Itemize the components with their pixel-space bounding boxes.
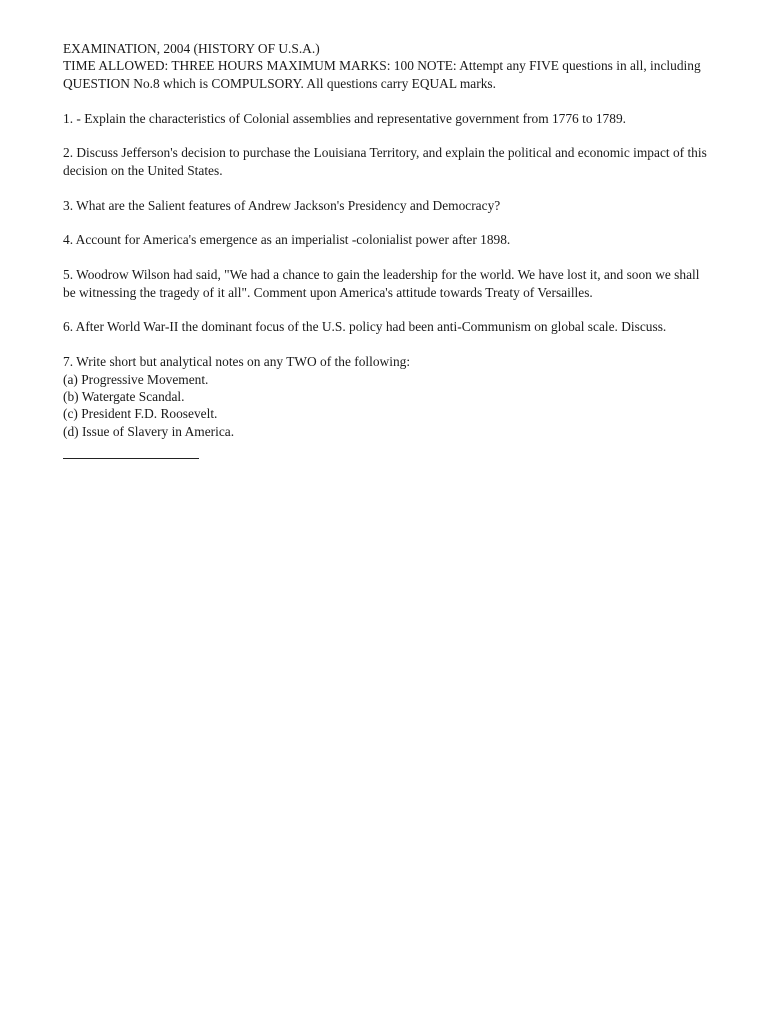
exam-header (63, 40, 708, 92)
exam-heading: EXAMINATION, 2004 (HISTORY OF U.S.A.) (63, 41, 320, 56)
exam-document (63, 40, 708, 459)
question-5: 5. Woodrow Wilson had said, "We had a chance to gain the leadership for the world. We have lost it, and soon we shall be witnessing the tragedy of it all". Comment upon America's attitude towards Treaty of Versailles. (63, 267, 700, 300)
question-7 (63, 353, 708, 440)
question-1: 1. - Explain the characteristics of Colonial assemblies and representative government from 1776 to 1789. (63, 110, 626, 126)
sub-item-c: (c) President F.D. Roosevelt. (63, 406, 218, 422)
end-rule (63, 458, 199, 459)
question-3: 3. What are the Salient features of Andrew Jackson's Presidency and Democracy? (63, 197, 501, 213)
exam-instructions: TIME ALLOWED: THREE HOURS MAXIMUM MARKS: 100 NOTE: Attempt any FIVE questions in all, including QUESTION No.8 which is COMPULSORY. All questions carry EQUAL marks. (63, 58, 701, 91)
question-2: 2. Discuss Jefferson's decision to purchase the Louisiana Territory, and explain the political and economic impact of this decision on the United States. (63, 145, 707, 178)
question-7-prompt: 7. Write short but analytical notes on any TWO of the following: (63, 354, 411, 370)
sub-item-a: (a) Progressive Movement. (63, 371, 209, 387)
question-6: 6. After World War-II the dominant focus of the U.S. policy had been anti-Communism on global scale. Discuss. (63, 319, 667, 335)
sub-item-b: (b) Watergate Scandal. (63, 389, 185, 405)
sub-item-d: (d) Issue of Slavery in America. (63, 423, 235, 439)
question-4: 4. Account for America's emergence as an imperialist -colonialist power after 1898. (63, 232, 511, 248)
